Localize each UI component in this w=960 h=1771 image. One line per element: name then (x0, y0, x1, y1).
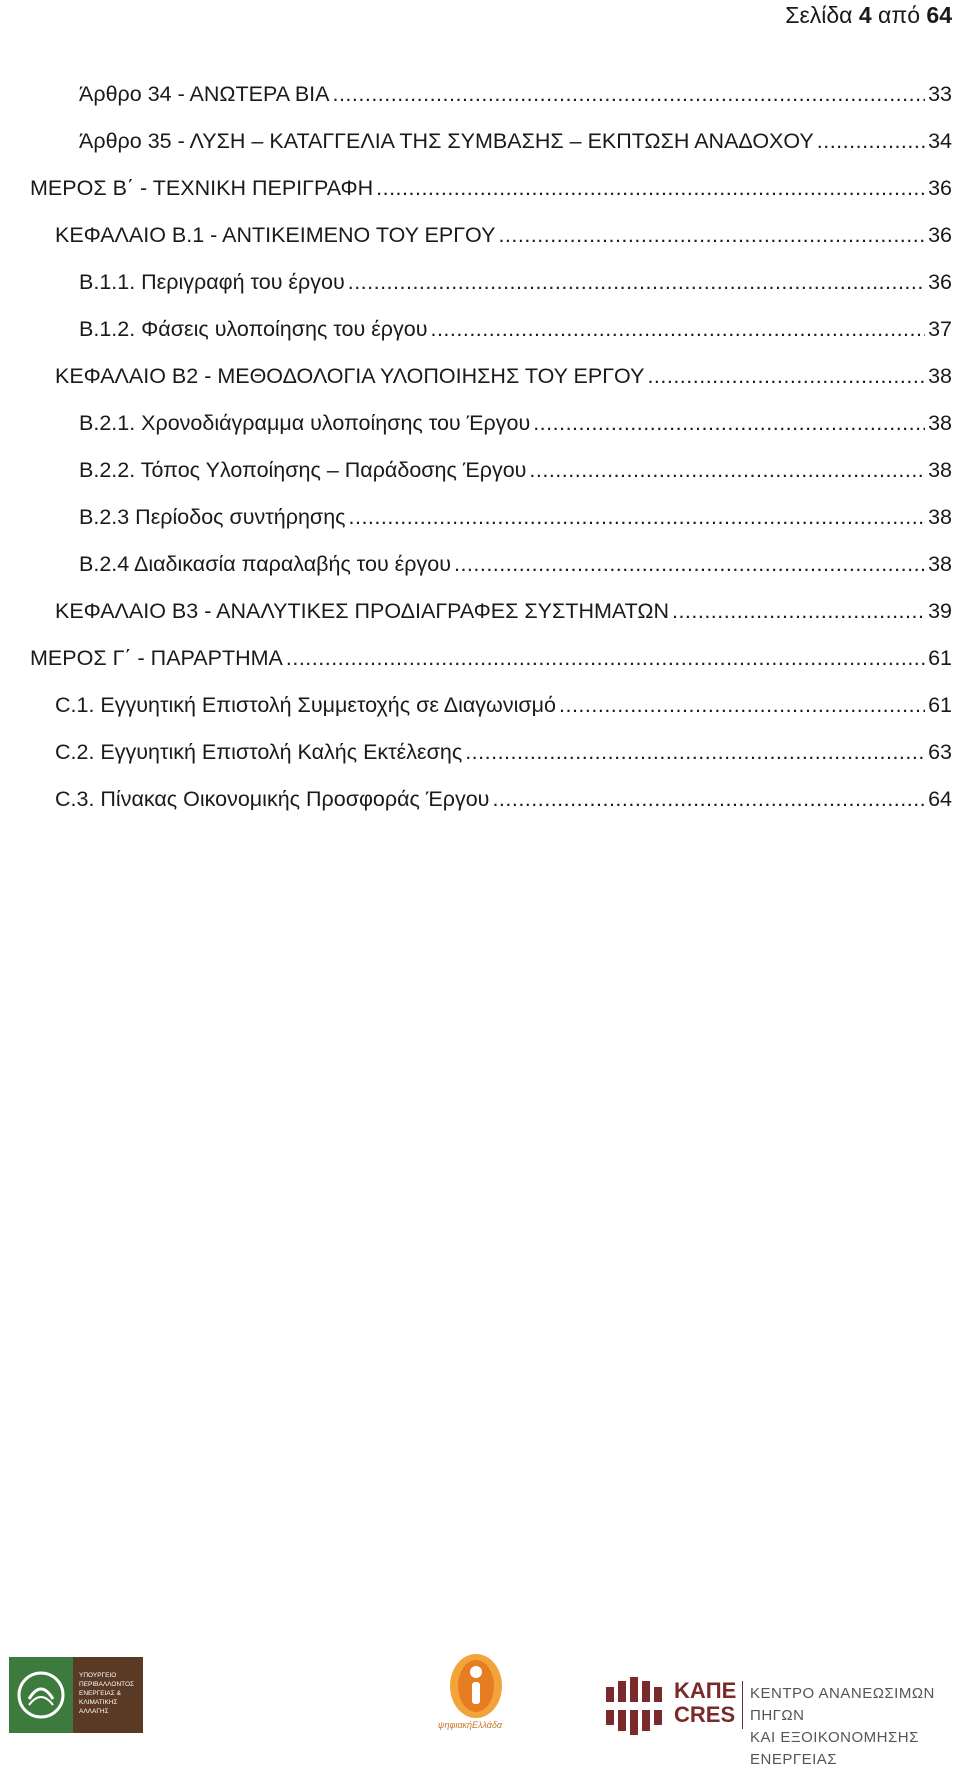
toc-entry-page: 38 (928, 411, 952, 435)
toc-entry-title: Β.2.4 Διαδικασία παραλαβής του έργου (79, 552, 451, 576)
toc-entry[interactable] (55, 740, 952, 770)
toc-entry[interactable] (79, 505, 952, 535)
toc-entry[interactable] (79, 411, 952, 441)
toc-entry[interactable] (55, 364, 952, 394)
current-page: 4 (858, 2, 872, 28)
toc-entry[interactable] (79, 82, 952, 112)
toc-entry-title: Β.1.1. Περιγραφή του έργου (79, 270, 345, 294)
digital-greece-logo (432, 1652, 520, 1736)
toc-entry-page: 38 (928, 505, 952, 529)
cres-full-name: ΚΕΝΤΡΟ ΑΝΑΝΕΩΣΙΜΩΝ ΠΗΓΩΝ ΚΑΙ ΕΞΟΙΚΟΝΟΜΗΣΗΣ ΕΝΕΡΓΕΙΑΣ (750, 1685, 935, 1768)
toc-entry-page: 37 (928, 317, 952, 341)
toc-entry-title: Β.2.1. Χρονοδιάγραμμα υλοποίησης του Έργου (79, 411, 531, 435)
toc-entry-page: 61 (928, 646, 952, 670)
toc-entry-title: ΚΕΦΑΛΑΙΟ Β2 - ΜΕΘΟΔΟΛΟΓΙΑ ΥΛΟΠΟΙΗΣΗΣ ΤΟΥ ΕΡΓΟΥ (55, 364, 645, 388)
toc-entry-title: Β.2.2. Τόπος Υλοποίησης – Παράδοσης Έργου (79, 458, 527, 482)
ministry-emblem-icon (9, 1657, 73, 1733)
toc-dot-leader (348, 270, 925, 295)
toc-entry[interactable] (30, 646, 952, 676)
toc-entry[interactable] (79, 317, 952, 347)
toc-dot-leader (647, 364, 925, 389)
toc-dot-leader (332, 82, 925, 107)
page-number-header (785, 2, 952, 29)
toc-entry-page: 61 (928, 693, 952, 717)
toc-entry-page: 64 (928, 787, 952, 811)
toc-entry-title: C.2. Εγγυητική Επιστολή Καλής Εκτέλεσης (55, 740, 463, 764)
toc-entry-page: 63 (928, 740, 952, 764)
toc-dot-leader (498, 223, 925, 248)
toc-entry-title: C.1. Εγγυητική Επιστολή Συμμετοχής σε Διαγωνισμό (55, 693, 556, 717)
cres-emblem-icon (606, 1677, 666, 1735)
toc-dot-leader (465, 740, 925, 765)
toc-entry-title: ΚΕΦΑΛΑΙΟ Β.1 - ΑΝΤΙΚΕΙΜΕΝΟ ΤΟΥ ΕΡΓΟΥ (55, 223, 496, 247)
toc-dot-leader (430, 317, 925, 342)
toc-entry-page: 36 (928, 270, 952, 294)
digital-greece-caption: ψηφιακήΕλλάδα (438, 1720, 503, 1730)
toc-dot-leader (529, 458, 925, 483)
toc-entry-title: Β.1.2. Φάσεις υλοποίησης του έργου (79, 317, 428, 341)
toc-entry-title: C.3. Πίνακας Οικονομικής Προσφοράς Έργου (55, 787, 490, 811)
toc-entry-page: 39 (928, 599, 952, 623)
toc-dot-leader (492, 787, 925, 812)
toc-dot-leader (376, 176, 925, 201)
toc-entry[interactable] (55, 693, 952, 723)
toc-entry[interactable] (79, 129, 952, 159)
page-prefix: Σελίδα (785, 2, 859, 28)
cres-logo (606, 1677, 956, 1768)
toc-entry[interactable] (55, 787, 952, 817)
toc-dot-leader (533, 411, 925, 436)
toc-entry-title: Άρθρο 34 - ΑΝΩΤΕΡΑ ΒΙΑ (79, 82, 330, 106)
toc-entry[interactable] (55, 223, 952, 253)
toc-dot-leader (349, 505, 926, 530)
cres-divider (742, 1681, 743, 1729)
cres-abbreviation: ΚΑΠΕ CRES (674, 1678, 737, 1727)
digital-greece-emblem-icon (432, 1652, 520, 1720)
toc-entry-title: ΚΕΦΑΛΑΙΟ Β3 - ΑΝΑΛΥΤΙΚΕΣ ΠΡΟΔΙΑΓΡΑΦΕΣ ΣΥΣΤΗΜΑΤΩΝ (55, 599, 669, 623)
toc-dot-leader (672, 599, 925, 624)
toc-entry-page: 33 (928, 82, 952, 106)
toc-dot-leader (454, 552, 925, 577)
ministry-logo-text: ΥΠΟΥΡΓΕΙΟ ΠΕΡΙΒΑΛΛΟΝΤΟΣ ΕΝΕΡΓΕΙΑΣ & ΚΛΙΜΑΤΙΚΗΣ ΑΛΛΑΓΗΣ (79, 1672, 135, 1715)
toc-entry[interactable] (79, 458, 952, 488)
toc-entry-page: 36 (928, 176, 952, 200)
toc-entry-page: 36 (928, 223, 952, 247)
toc-entry-page: 34 (928, 129, 952, 153)
footer-logos (0, 1640, 960, 1768)
total-pages: 64 (926, 2, 952, 28)
ministry-environment-logo (9, 1657, 143, 1733)
page-middle: από (871, 2, 927, 28)
toc-dot-leader (817, 129, 925, 154)
toc-entry[interactable] (55, 599, 952, 629)
toc-entry-title: ΜΕΡΟΣ Β΄ - ΤΕΧΝΙΚΗ ΠΕΡΙΓΡΑΦΗ (30, 176, 374, 200)
toc-entry-page: 38 (928, 552, 952, 576)
toc-entry-title: Β.2.3 Περίοδος συντήρησης (79, 505, 346, 529)
toc-entry[interactable] (79, 552, 952, 582)
toc-entry-title: ΜΕΡΟΣ Γ΄ - ΠΑΡΑΡΤΗΜΑ (30, 646, 283, 670)
toc-entry[interactable] (79, 270, 952, 300)
toc-entry-page: 38 (928, 364, 952, 388)
toc-entry[interactable] (30, 176, 952, 206)
toc-dot-leader (559, 693, 925, 718)
toc-dot-leader (286, 646, 925, 671)
toc-entry-title: Άρθρο 35 - ΛΥΣΗ – ΚΑΤΑΓΓΕΛΙΑ ΤΗΣ ΣΥΜΒΑΣΗΣ – ΕΚΠΤΩΣΗ ΑΝΑΔΟΧΟΥ (79, 129, 814, 153)
toc-entry-page: 38 (928, 458, 952, 482)
